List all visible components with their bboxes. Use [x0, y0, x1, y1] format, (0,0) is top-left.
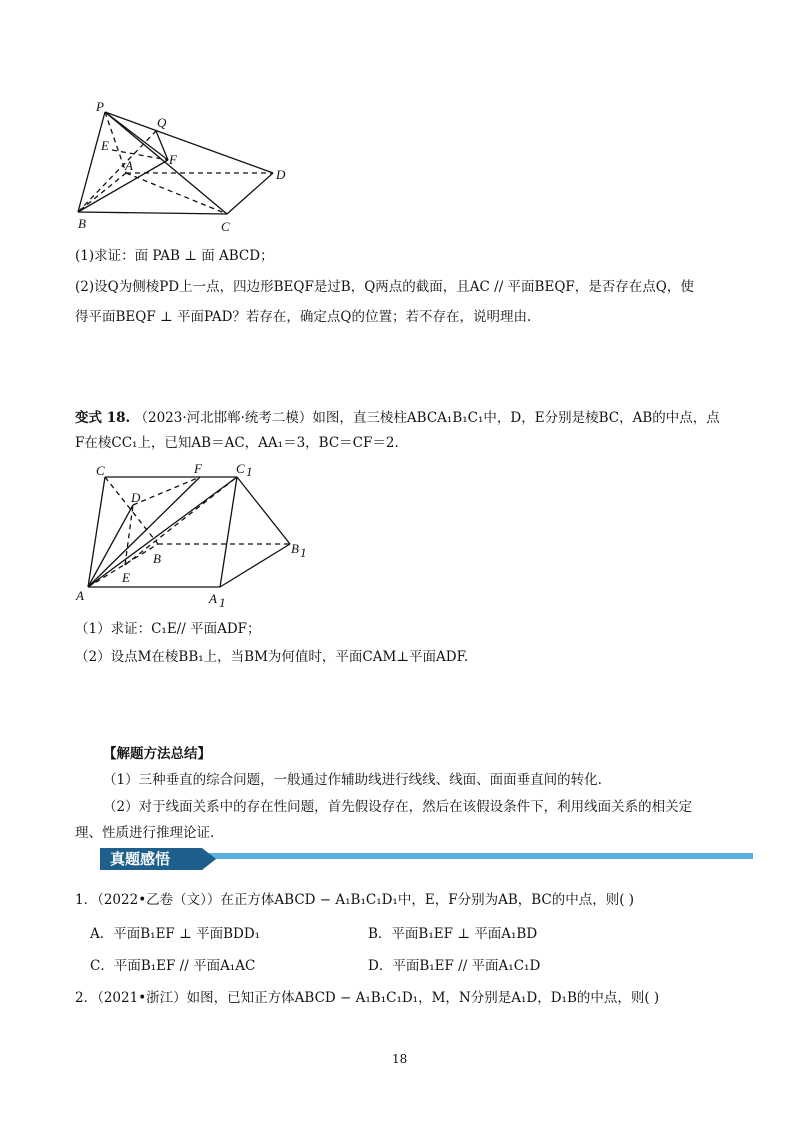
label-D: D [276, 167, 286, 182]
real1-stem: 1．（2022•乙卷（文））在正方体ABCD − A₁B₁C₁D₁中，E，F分别为AB，BC的中点，则( ) [75, 892, 635, 908]
label-E: E [122, 570, 130, 585]
summary-title: 【解题方法总结】 [103, 746, 211, 762]
real1-option-A: A．平面B₁EF ⊥ 平面BDD₁ [90, 926, 261, 942]
label-B1-sub: 1 [300, 545, 307, 560]
real1-option-B: B．平面B₁EF ⊥ 平面A₁BD [368, 926, 538, 942]
q17-part2-line2: 得平面BEQF ⊥ 平面PAD？若存在，确定点Q的位置；若不存在，说明理由. [75, 309, 532, 325]
banner-shape [100, 848, 753, 870]
label-B: B [153, 551, 161, 566]
real1-option-D: D．平面B₁EF // 平面A₁C₁D [368, 958, 541, 974]
variant18-part1: （1）求证：C₁E// 平面ADF； [75, 621, 261, 637]
label-B1: B [291, 541, 299, 556]
label-B: B [78, 216, 86, 231]
label-A1-sub: 1 [219, 595, 226, 610]
label-A: A [125, 158, 133, 173]
variant18-line2: F在棱CC₁上，已知AB＝AC，AA₁＝3，BC＝CF＝2. [75, 435, 399, 451]
label-F: F [169, 152, 177, 167]
variant18-part2: （2）设点M在棱BB₁上，当BM为何值时，平面CAM⊥平面ADF. [75, 649, 469, 665]
label-Q: Q [157, 115, 167, 130]
label-D: D [131, 490, 141, 505]
label-E: E [101, 138, 109, 153]
label-C: C [96, 463, 105, 478]
label-C1-sub: 1 [246, 464, 253, 479]
label-A: A [76, 588, 84, 603]
label-A1: A [209, 591, 217, 606]
prism-figure [70, 455, 330, 615]
variant18-stem: （2023·河北邯郸·统考二模）如图，直三棱柱ABCA₁B₁C₁中，D，E分别是棱BC，AB的中点，点 [134, 410, 720, 426]
pyramid-figure [70, 100, 300, 235]
real2-stem: 2．（2021•浙江）如图，已知正方体ABCD − A₁B₁C₁D₁，M，N分别是A₁D，D₁B的中点，则( ) [75, 990, 660, 1006]
label-P: P [96, 100, 104, 114]
label-C1: C [236, 461, 245, 476]
variant18-line1 [75, 408, 720, 428]
label-F: F [194, 461, 202, 476]
variant18-label: 变式 18. [75, 410, 131, 426]
summary-item1: （1）三种垂直的综合问题，一般通过作辅助线进行线线、线面、面面垂直间的转化. [103, 772, 602, 788]
label-C: C [221, 219, 230, 234]
q17-part2-line1: (2)设Q为侧棱PD上一点，四边形BEQF是过B，Q两点的截面，且AC // 平面BEQF，是否存在点Q，使 [75, 279, 694, 295]
summary-item2-line2: 理、性质进行推理论证. [75, 825, 215, 841]
real1-option-C: C．平面B₁EF // 平面A₁AC [90, 958, 256, 974]
q17-part1: (1)求证：面 PAB ⊥ 面 ABCD； [75, 248, 274, 264]
section-title: 真题感悟 [110, 850, 171, 868]
page-number: 18 [392, 1052, 408, 1066]
section-banner [100, 848, 753, 870]
summary-item2-line1: （2）对于线面关系中的存在性问题，首先假设存在，然后在该假设条件下，利用线面关系的相关定 [103, 799, 693, 815]
